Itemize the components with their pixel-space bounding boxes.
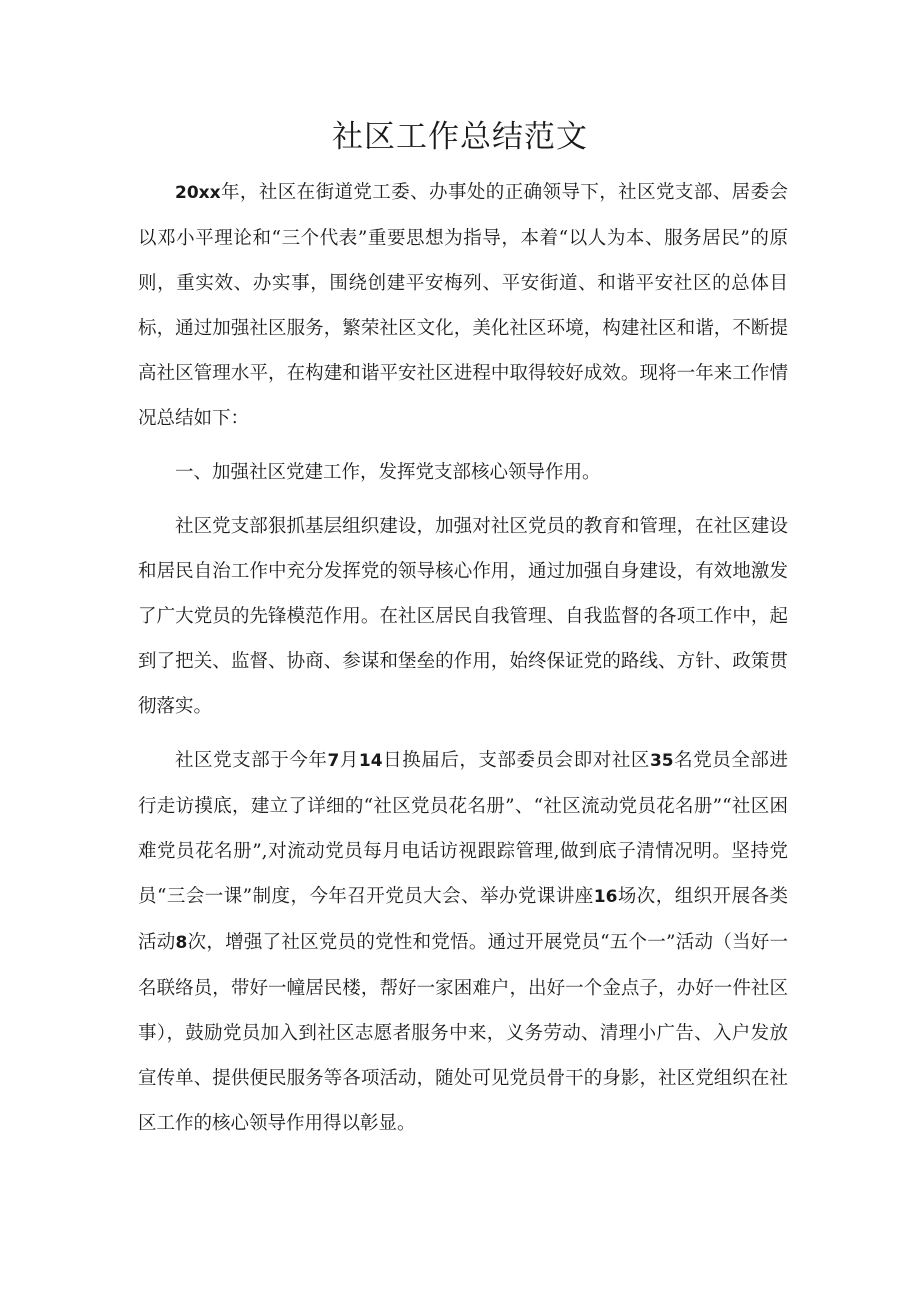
month-value: 7 — [327, 751, 340, 771]
lecture-count-value: 16 — [593, 887, 618, 907]
document-body — [138, 170, 788, 1155]
party-members-paragraph — [138, 738, 788, 1146]
intro-paragraph — [138, 170, 788, 441]
text-run: 月 — [339, 750, 359, 771]
intro-text: 年，社区在街道党工委、办事处的正确领导下，社区党支部、居委会以邓小平理论和“三个代表”重要思想为指导，本着“以人为本、服务居民”的原则，重实效、办实事，围绕创建平安梅列、平安街道、和谐平安社区的总体目标，通过加强社区服务，繁荣社区文化，美化社区环境，构建社区和谐，不断提高社区管理水平，在构建和谐平安社区进程中取得较好成效。现将一年来工作情况总结如下： — [138, 182, 788, 429]
party-building-paragraph: 社区党支部狠抓基层组织建设，加强对社区党员的教育和管理，在社区建设和居民自治工作中充分发挥党的领导核心作用，通过加强自身建设，有效地激发了广大党员的先锋模范作用。在社区居民自我管理、自我监督的各项工作中，起到了把关、监督、协商、参谋和堡垒的作用，始终保证党的路线、方针、政策贯彻落实。 — [138, 516, 788, 717]
text-run: 场次，组织开展各类活动 — [138, 886, 788, 953]
activity-count-value: 8 — [175, 933, 188, 953]
section-heading-1: 一、加强社区党建工作，发挥党支部核心领导作用。 — [175, 462, 601, 483]
year-value: 20xx — [175, 183, 221, 203]
text-run: 社区党支部于今年 — [175, 750, 328, 771]
text-run: 次，增强了社区党员的党性和党悟。通过开展党员“五个一”活动（当好一名联络员，带好一幢居民楼，帮好一家困难户，出好一个金点子，办好一件社区事），鼓励党员加入到社区志愿者服务中来，义务劳动、清理小广告、入户发放宣传单、提供便民服务等各项活动，随处可见党员骨干的身影，社区党组织在社区工作的核心领导作用得以彰显。 — [138, 932, 788, 1134]
document-title: 社区工作总结范文 — [332, 119, 588, 155]
day-value: 14 — [358, 751, 383, 771]
text-run: 名党员全部进行走访摸底，建立了详细的“社区党员花名册”、“社区流动党员花名册”“社区困难党员花名册”,对流动党员每月电话访视跟踪管理,做到底子清情况明。坚持党员“三会一课”制度，今年召开党员大会、举办党课讲座 — [138, 750, 788, 907]
text-run: 日换届后，支部委员会即对社区 — [382, 750, 650, 771]
member-count-value: 35 — [649, 751, 674, 771]
